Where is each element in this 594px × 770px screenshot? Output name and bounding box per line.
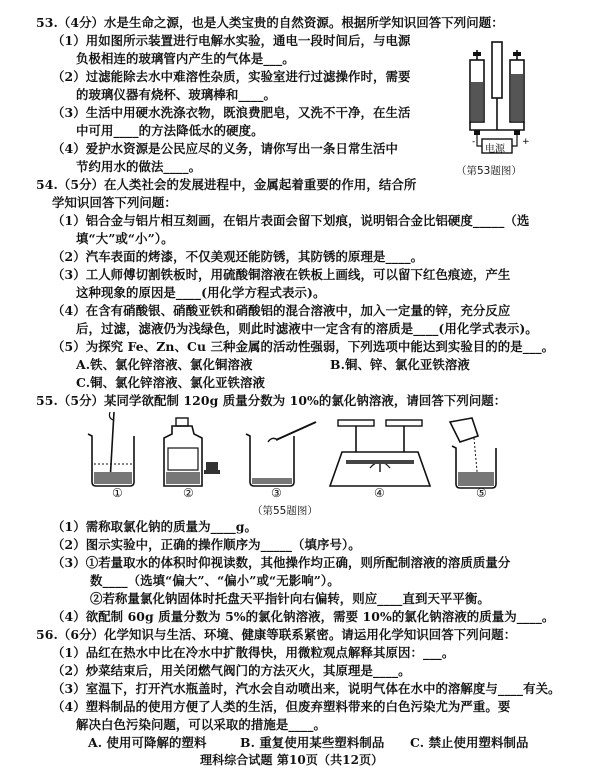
- q55-line: （3）①若量取水的体积时仰视读数，其他操作均正确，则所配制溶液的溶质质量分: [52, 555, 511, 570]
- q54-line: （3）工人师傅切割铁板时，用硫酸铜溶液在铁板上画线，可以留下红色痕迹，产生: [52, 267, 511, 282]
- q55-figure-label: ②: [183, 486, 194, 500]
- q54-line: （4）在含有硝酸银、硝酸亚铁和硝酸铝的混合溶液中，加入一定量的锌，充分反应: [52, 303, 511, 318]
- q56-line: （4）塑料制品的使用方便了人类的生活，但废弃塑料带来的白色污染尤为严重。要: [52, 699, 511, 714]
- q54-line: （1）铝合金与铝片相互刻画，在铝片表面会留下划痕，说明铝合金比铝硬度_____（选: [52, 213, 530, 228]
- q55-figure-label: ①: [112, 486, 123, 500]
- power-source-label: 电源: [485, 144, 505, 155]
- balance-scale-icon: [330, 420, 430, 486]
- beaker-with-funnel-icon: [450, 418, 496, 488]
- q54-title: 54.（5分）在人类社会的发展进程中，金属起着重要的作用，结合所: [36, 177, 417, 192]
- q56-title: 56.（6分）化学知识与生活、环境、健康等联系紧密。请运用化学知识回答下列问题：: [36, 627, 517, 642]
- reagent-bottle-icon: [164, 418, 220, 486]
- q53-line: 的玻璃仪器有烧杯、玻璃棒和____。: [76, 87, 277, 102]
- q54-option-c: C.铜、氯化锌溶液、氯化亚铁溶液: [76, 375, 266, 390]
- q55-figure-label: ③: [271, 486, 282, 500]
- q56-line: （2）炒菜结束后，用关闭燃气阀门的方法灭火，其原理是____。: [52, 663, 411, 678]
- q53-line: （3）生活中用硬水洗涤衣物，既浪费肥皂，又洗不干净，在生活: [52, 105, 411, 120]
- q55-figure-label: ④: [374, 486, 385, 500]
- q55-figure-label: ⑤: [476, 486, 487, 500]
- q54-line: 填“大”或“小”）。: [76, 231, 174, 246]
- q54-line: （2）汽车表面的烤漆，不仅美观还能防锈，其防锈的原理是____。: [52, 249, 424, 264]
- q53-line: （4）爱护水资源是公民应尽的义务，请你写出一条日常生活中: [52, 141, 398, 156]
- page-footer: 理科综合试题 第10页（共12页）: [200, 753, 384, 767]
- q53-line: 中可用____的方法降低水的硬度。: [76, 123, 264, 138]
- q56-option-a: A. 使用可降解的塑料: [88, 735, 207, 750]
- q54-option-b: B.铜、锌、氯化亚铁溶液: [330, 357, 470, 372]
- q53-line: 节约用水的做法____。: [76, 159, 202, 174]
- q53-electrolysis-figure: [452, 30, 552, 160]
- svg-text:+: +: [522, 137, 530, 147]
- q53-figure-caption: （第53题图）: [456, 165, 522, 177]
- q55-solution-preparation-figure: [80, 412, 540, 508]
- q55-line: （4）欲配制 60g 质量分数为 5%的氯化钠溶液，需要 10%的氯化钠溶液的质量为____。: [52, 609, 555, 624]
- q54-line: 这种现象的原因是____(用化学方程式表示)。: [76, 285, 326, 300]
- q53-line: （1）用如图所示装置进行电解水实验，通电一段时间后，与电源: [52, 33, 411, 48]
- q53-line: （2）过滤能除去水中难溶性杂质，实验室进行过滤操作时，需要: [52, 69, 411, 84]
- q55-line: 数____（选填“偏大”、“偏小”或“无影响”）。: [90, 573, 340, 588]
- svg-text:-: -: [472, 137, 476, 147]
- q56-line: （1）品红在热水中比在冷水中扩散得快，用微粒观点解释其原因：___。: [52, 645, 455, 660]
- q56-option-b: B. 重复使用某些塑料制品: [240, 735, 385, 750]
- q55-figure-caption: （第55题图）: [252, 505, 318, 517]
- q54-line: 后，过滤，滤液仍为浅绿色，则此时滤液中一定含有的溶质是____(用化学式表示)。: [76, 321, 538, 336]
- q55-line: （1）需称取氯化钠的质量为____g。: [52, 519, 258, 534]
- q53-line: 负极相连的玻璃管内产生的气体是___。: [76, 51, 295, 66]
- q55-line: （2）图示实验中，正确的操作顺序为_____（填序号）。: [52, 537, 361, 552]
- beaker-with-glass-rod-icon: [88, 412, 134, 486]
- q54-option-a: A.铁、氯化锌溶液、氯化铜溶液: [76, 357, 253, 372]
- q56-option-c: C. 禁止使用塑料制品: [410, 735, 529, 750]
- q54-line: （5）为探究 Fe、Zn、Cu 三种金属的活动性强弱，下列选项中能达到实验目的的是___。: [52, 339, 555, 354]
- q55-line: ②若称量氯化钠固体时托盘天平指针向右偏转，则应____直到天平平衡。: [90, 591, 490, 606]
- beaker-with-spoon-icon: [246, 422, 316, 486]
- q56-line: 解决白色污染问题，可以采取的措施是____。: [76, 717, 327, 732]
- q53-title: 53.（4分）水是生命之源，也是人类宝贵的自然资源。根据所学知识回答下列问题：: [36, 15, 504, 30]
- q56-line: （3）室温下，打开汽水瓶盖时，汽水会自动喷出来，说明气体在水中的溶解度与____有关。: [52, 681, 561, 696]
- q55-title: 55.（5分）某同学欲配制 120g 质量分数为 10%的氯化钠溶液，请回答下列问题：: [36, 393, 507, 408]
- q54-line: 学知识回答下列问题：: [52, 195, 177, 210]
